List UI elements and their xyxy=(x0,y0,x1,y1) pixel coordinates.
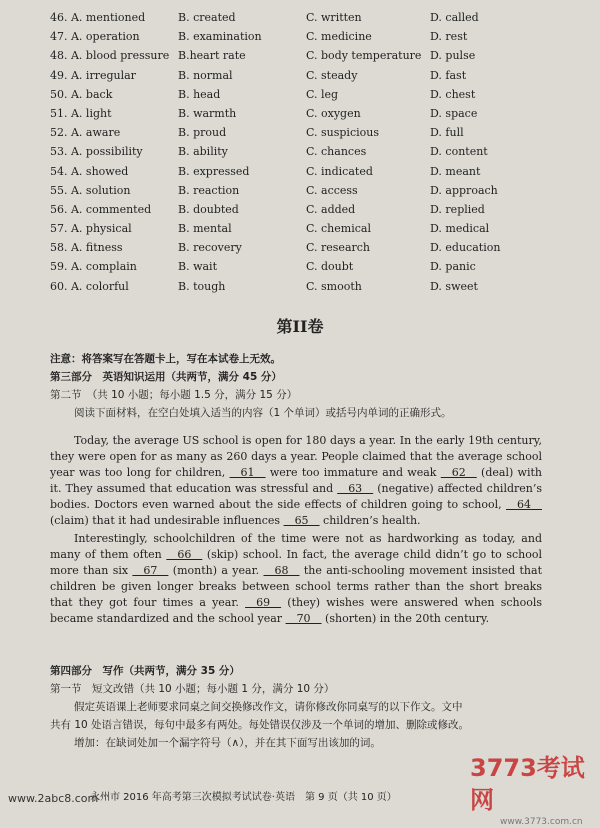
part4-heading: 第四部分 写作（共两节，满分 35 分） xyxy=(50,665,240,677)
options-table xyxy=(50,8,590,296)
option-c: C. indicated xyxy=(306,164,373,178)
section1-heading: 第一节 短文改错（共 10 小题；每小题 1 分，满分 10 分） xyxy=(50,683,335,695)
instruction: 阅读下面材料，在空白处填入适当的内容（1 个单词）或括号内单词的正确形式。 xyxy=(74,407,452,419)
option-c: C. suspicious xyxy=(306,126,379,140)
option-d: D. chest xyxy=(430,87,476,101)
blank-64: 64 xyxy=(506,498,542,511)
option-d: D. called xyxy=(430,11,479,24)
passage-text: (skip) school. In fact, the average child didn’t go to school more than six xyxy=(50,548,543,577)
option-c: C. oxygen xyxy=(306,106,361,120)
option-a: 51. A. light xyxy=(50,106,112,120)
note: 注意：将答案写在答题卡上，写在本试卷上无效。 xyxy=(50,353,281,365)
volume-title: 第II卷 xyxy=(276,317,324,336)
option-b: B. head xyxy=(178,87,221,101)
blank-63: 63 xyxy=(337,482,374,495)
blank-62: 62 xyxy=(440,466,477,479)
option-d: D. approach xyxy=(430,183,498,197)
passage-text: (they) wishes were answered when schools became standardized and the school year xyxy=(50,596,542,625)
option-d: D. education xyxy=(430,241,501,255)
option-a: 53. A. possibility xyxy=(50,145,143,159)
option-row xyxy=(50,277,590,296)
writing-instruction-3: 增加：在缺词处加一个漏字符号（∧），并在其下面写出该加的词。 xyxy=(74,737,381,749)
option-a: 47. A. operation xyxy=(50,30,140,44)
option-row xyxy=(50,200,590,219)
option-row xyxy=(50,85,590,104)
passage-text: Interestingly, schoolchildren of the time were not as hardworking as today, and many of them often xyxy=(50,532,542,561)
option-a: 50. A. back xyxy=(50,87,113,101)
option-a: 55. A. solution xyxy=(50,183,131,197)
option-c: C. medicine xyxy=(306,30,372,44)
watermark-logo: 3773考试网 xyxy=(470,754,585,814)
option-c: C. leg xyxy=(306,87,339,101)
option-c: C. smooth xyxy=(306,279,362,293)
passage-text: the anti-schooling movement insisted that children be given longer breaks between school terms rather than the short breaks that they got four times a year. xyxy=(50,564,542,609)
passage-text: (shorten) in the 20th century. xyxy=(321,612,490,625)
option-d: D. full xyxy=(430,126,464,140)
option-b: B. normal xyxy=(178,68,233,82)
option-c: C. doubt xyxy=(306,260,354,274)
option-a: 48. A. blood pressure xyxy=(50,49,170,63)
option-row xyxy=(50,27,590,46)
passage-text: (claim) that it had undesirable influences xyxy=(50,514,284,527)
option-a: 46. A. mentioned xyxy=(50,11,146,24)
option-b: B. mental xyxy=(178,222,232,236)
blank-67: 67 xyxy=(132,564,169,577)
blank-69: 69 xyxy=(245,596,282,609)
option-c: C. written xyxy=(306,11,362,24)
passage xyxy=(50,433,542,627)
blank-68: 68 xyxy=(263,564,300,577)
option-b: B. tough xyxy=(178,279,226,293)
option-row xyxy=(50,181,590,200)
writing-instruction-2: 共有 10 处语言错误，每句中最多有两处。每处错误仅涉及一个单词的增加、删除或修改。 xyxy=(50,719,470,731)
option-b: B. expressed xyxy=(178,164,250,178)
option-row xyxy=(50,142,590,161)
blank-66: 66 xyxy=(166,548,203,561)
option-row xyxy=(50,162,590,181)
option-a: 60. A. colorful xyxy=(50,279,129,293)
option-d: D. fast xyxy=(430,68,467,82)
option-b: B. doubted xyxy=(178,202,239,216)
passage-text: (month) a year. xyxy=(168,564,264,577)
writing-instruction-1: 假定英语课上老师要求同桌之间交换修改作文，请你修改你同桌写的以下作文。文中 xyxy=(74,701,463,713)
part3-heading: 第三部分 英语知识运用（共两节，满分 45 分） xyxy=(50,371,282,383)
option-b: B. wait xyxy=(178,260,217,274)
option-c: C. research xyxy=(306,241,371,255)
option-b: B. examination xyxy=(178,30,262,44)
option-b: B. created xyxy=(178,11,236,24)
option-b: B. ability xyxy=(178,145,228,159)
option-c: C. access xyxy=(306,183,358,197)
option-c: C. chances xyxy=(306,145,367,159)
option-c: C. added xyxy=(306,202,356,216)
option-b: B.heart rate xyxy=(178,49,246,63)
blank-61: 61 xyxy=(229,466,266,479)
watermark-left: www.2abc8.com xyxy=(8,792,99,805)
option-row xyxy=(50,8,590,27)
watermark-url: www.3773.com.cn xyxy=(500,817,583,827)
option-b: B. recovery xyxy=(178,241,242,255)
passage-text: Today, the average US school is open for 180 days a year. In the early 19th century, they were open for as many as 260 days a year. People claimed that the average school year was too long for children, xyxy=(50,434,542,479)
option-a: 49. A. irregular xyxy=(50,68,136,82)
section2-heading: 第二节 （共 10 小题；每小题 1.5 分，满分 15 分） xyxy=(50,389,298,401)
option-c: C. steady xyxy=(306,68,358,82)
passage-text: (negative) affected children’s bodies. Doctors even warned about the side effects of children going to school, xyxy=(50,482,542,511)
option-row xyxy=(50,219,590,238)
option-a: 58. A. fitness xyxy=(50,241,123,255)
option-c: C. body temperature xyxy=(306,49,422,63)
option-d: D. replied xyxy=(430,202,485,216)
page-footer: 永州市 2016 年高考第三次模拟考试试卷·英语 第 9 页（共 10 页） xyxy=(90,792,397,803)
watermark-logo-block xyxy=(470,752,594,827)
option-a: 59. A. complain xyxy=(50,260,137,274)
option-a: 57. A. physical xyxy=(50,222,132,236)
option-row xyxy=(50,104,590,123)
option-a: 52. A. aware xyxy=(50,126,121,140)
option-d: D. rest xyxy=(430,30,468,44)
option-d: D. panic xyxy=(430,260,476,274)
option-d: D. sweet xyxy=(430,279,478,293)
option-b: B. reaction xyxy=(178,183,240,197)
option-c: C. chemical xyxy=(306,222,371,236)
option-d: D. medical xyxy=(430,222,490,236)
option-row xyxy=(50,123,590,142)
passage-paragraph-2 xyxy=(50,531,542,627)
blank-65: 65 xyxy=(283,514,320,527)
passage-paragraph-1 xyxy=(50,433,542,529)
passage-text: children’s health. xyxy=(319,514,421,527)
option-b: B. warmth xyxy=(178,106,237,120)
option-row xyxy=(50,257,590,276)
option-b: B. proud xyxy=(178,126,227,140)
option-row xyxy=(50,46,590,65)
passage-text: were too immature and weak xyxy=(265,466,441,479)
option-a: 54. A. showed xyxy=(50,164,129,178)
blank-70: 70 xyxy=(285,612,322,625)
option-d: D. content xyxy=(430,145,488,159)
option-d: D. meant xyxy=(430,164,481,178)
passage-text: (deal) with it. They assumed that education was stressful and xyxy=(50,466,542,495)
option-d: D. space xyxy=(430,106,478,120)
option-a: 56. A. commented xyxy=(50,202,152,216)
option-d: D. pulse xyxy=(430,49,476,63)
option-row xyxy=(50,238,590,257)
option-row xyxy=(50,66,590,85)
